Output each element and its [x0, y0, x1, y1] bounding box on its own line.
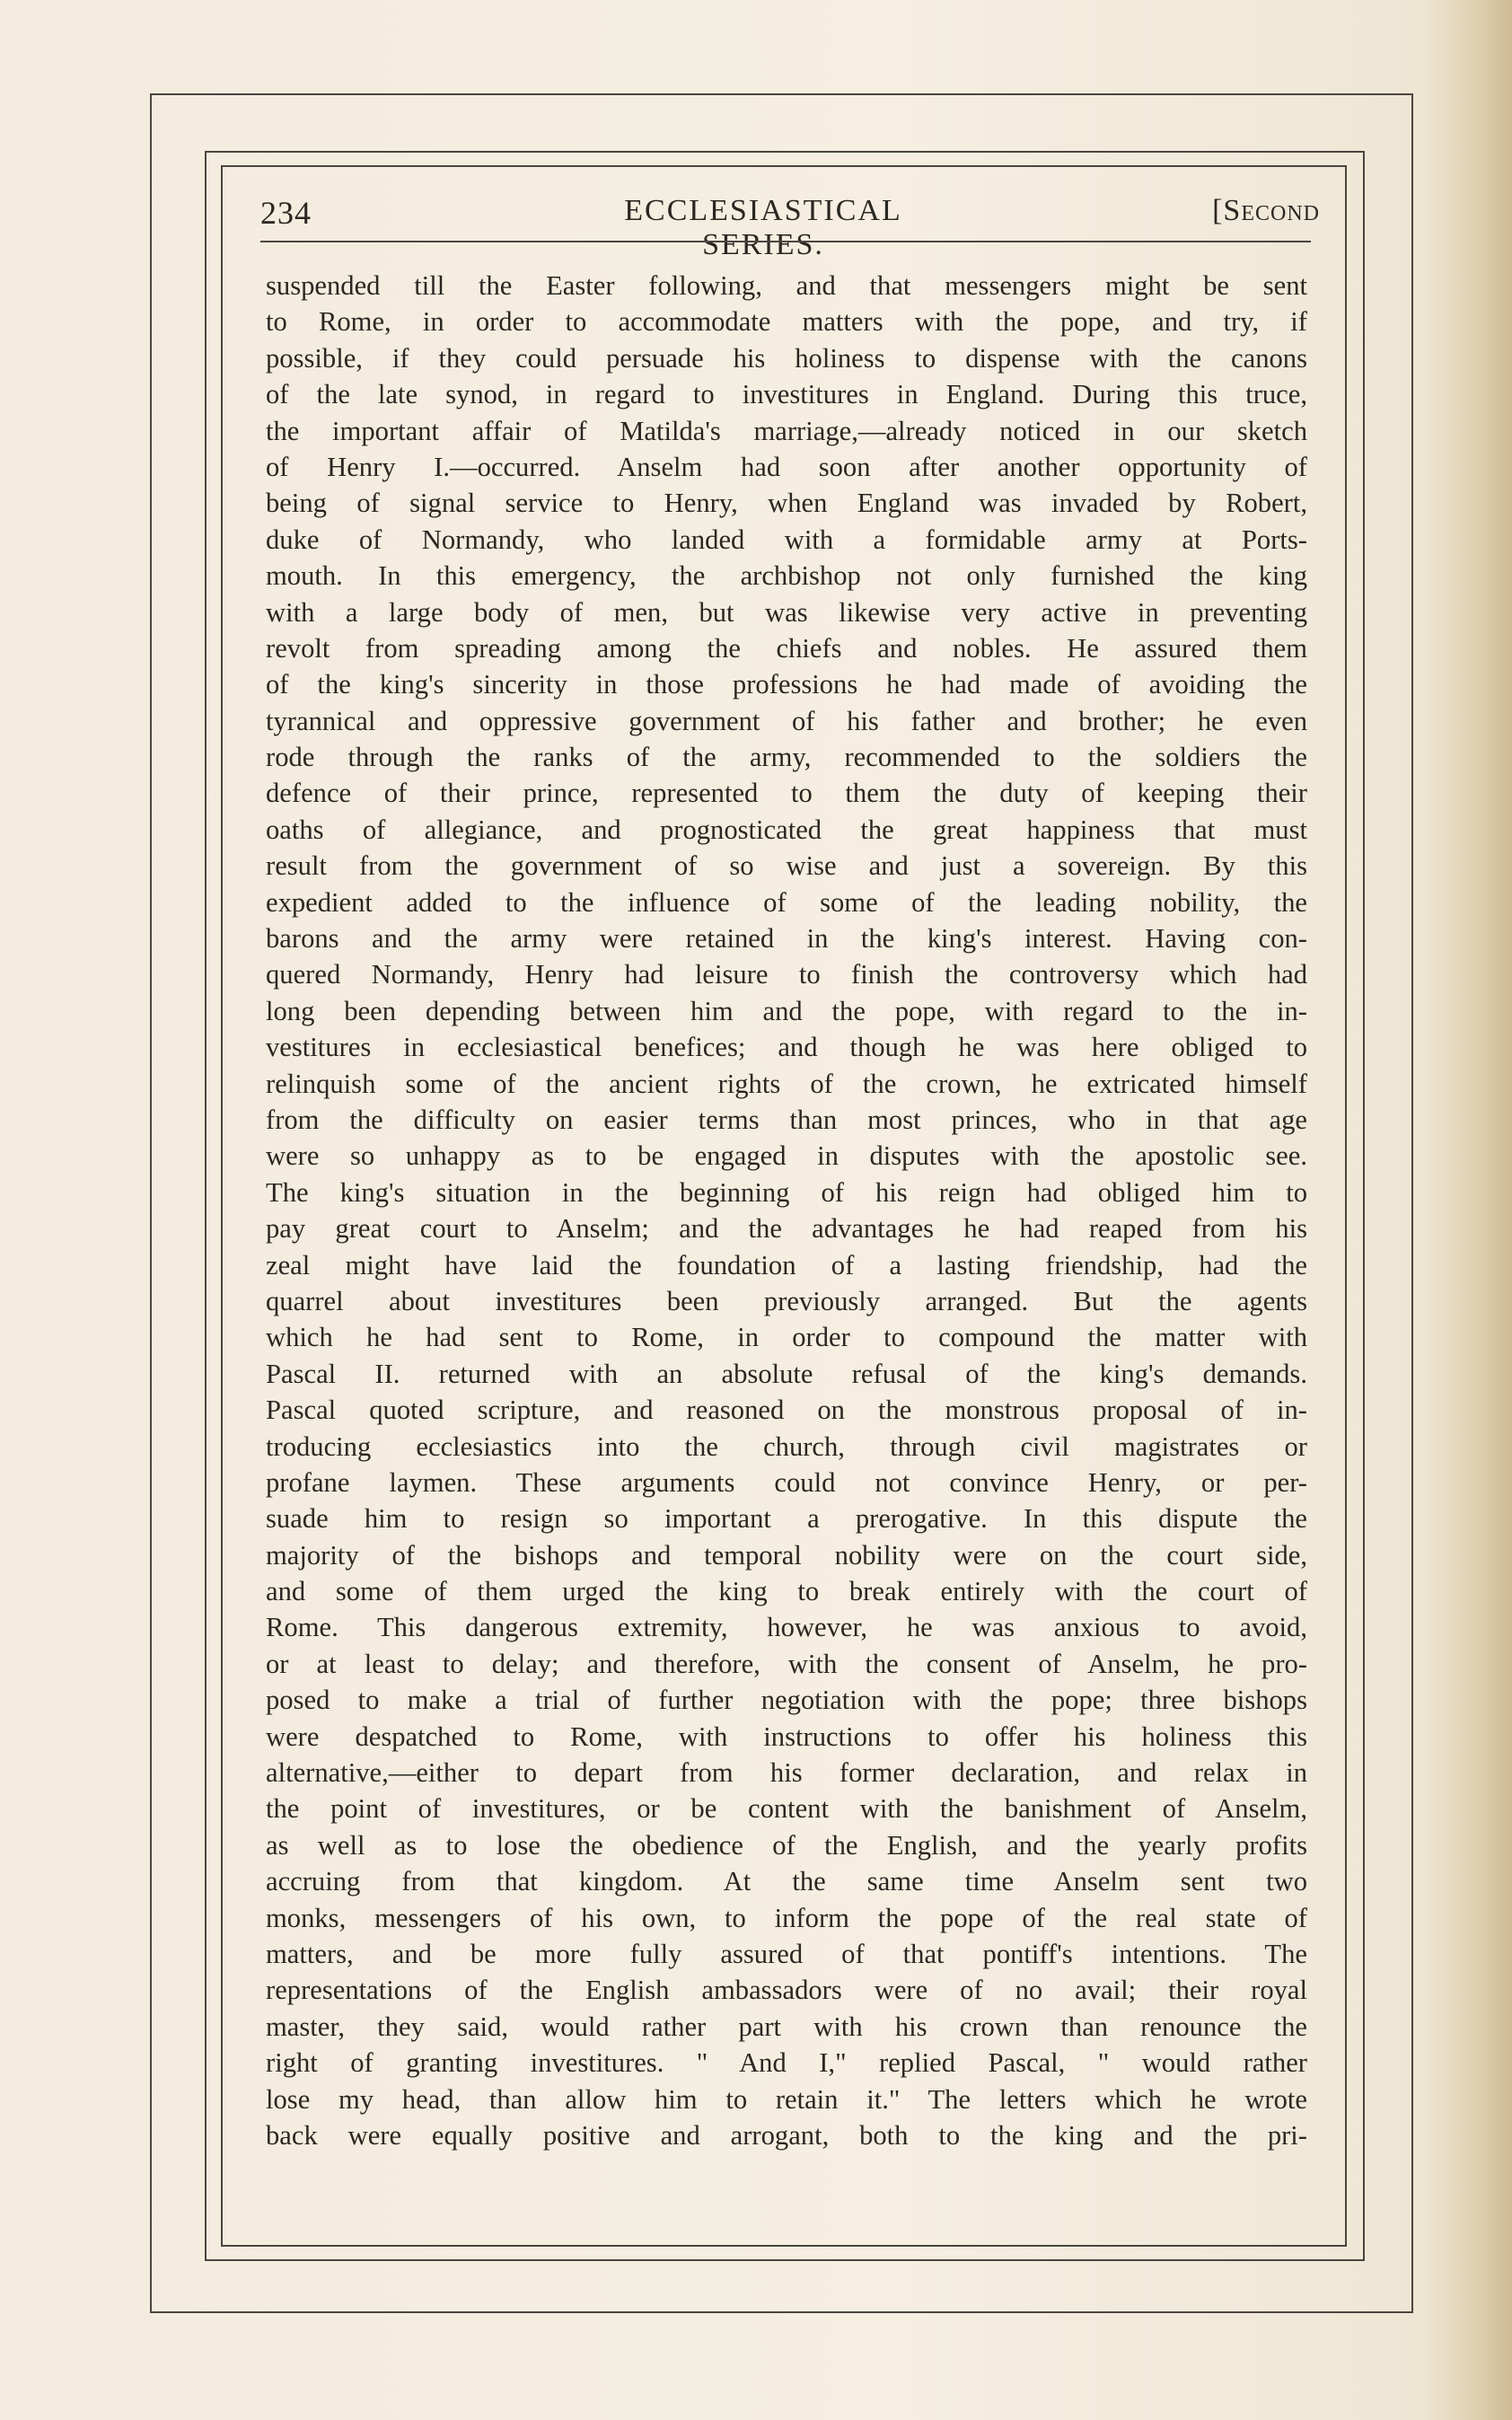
text-line: as well as to lose the obedience of the English, and the yearly profits	[266, 1829, 1307, 1861]
text-line: representations of the English ambassadors were of no avail; their royal	[266, 1975, 1307, 2006]
text-line: suade him to resign so important a prerogative. In this dispute the	[266, 1503, 1307, 1535]
text-line: were despatched to Rome, with instructions to offer his holiness this	[266, 1720, 1307, 1752]
text-line: tyrannical and oppressive government of his father and brother; he even	[266, 705, 1307, 736]
text-line: with a large body of men, but was likewise very active in preventing	[266, 596, 1307, 628]
text-line: accruing from that kingdom. At the same time Anselm sent two	[266, 1866, 1307, 1897]
text-line: Rome. This dangerous extremity, however, he was anxious to avoid,	[266, 1612, 1307, 1643]
text-line: or at least to delay; and therefore, with the consent of Anselm, he pro-	[266, 1648, 1307, 1679]
text-line: long been depending between him and the pope, with regard to the in-	[266, 995, 1307, 1026]
text-line: defence of their prince, represented to them the duty of keeping their	[266, 778, 1307, 809]
section-mark: [Second	[1212, 194, 1320, 227]
text-line: relinquish some of the ancient rights of the crown, he extricated himself	[266, 1068, 1307, 1099]
header-rule	[260, 241, 1311, 242]
text-line: revolt from spreading among the chiefs and nobles. He assured them	[266, 632, 1307, 664]
text-line: from the difficulty on easier terms than most princes, who in that age	[266, 1104, 1307, 1135]
text-line: The king's situation in the beginning of his reign had obliged him to	[266, 1176, 1307, 1208]
text-line: the point of investitures, or be content with the banishment of Anselm,	[266, 1793, 1307, 1825]
text-line: of Henry I.—occurred. Anselm had soon after another opportunity of	[266, 451, 1307, 482]
text-line: Pascal II. returned with an absolute refusal of the king's demands.	[266, 1358, 1307, 1389]
text-line: mouth. In this emergency, the archbishop not only furnished the king	[266, 560, 1307, 592]
text-line: of the king's sincerity in those professions he had made of avoiding the	[266, 669, 1307, 700]
text-line: alternative,—either to depart from his former declaration, and relax in	[266, 1757, 1307, 1789]
text-line: and some of them urged the king to break entirely with the court of	[266, 1576, 1307, 1607]
text-line: were so unhappy as to be engaged in disputes with the apostolic see.	[266, 1140, 1307, 1172]
text-line: suspended till the Easter following, and that messengers might be sent	[266, 270, 1307, 301]
text-line: zeal might have laid the foundation of a lasting friendship, had the	[266, 1249, 1307, 1280]
page-header	[260, 190, 1320, 261]
text-line: expedient added to the influence of some of the leading nobility, the	[266, 886, 1307, 918]
text-line: result from the government of so wise and just a sovereign. By this	[266, 850, 1307, 882]
text-line: being of signal service to Henry, when England was invaded by Robert,	[266, 488, 1307, 519]
text-line: pay great court to Anselm; and the advantages he had reaped from his	[266, 1213, 1307, 1245]
text-line: Pascal quoted scripture, and reasoned on the monstrous proposal of in-	[266, 1395, 1307, 1426]
text-line: lose my head, than allow him to retain it." The letters which he wrote	[266, 2083, 1307, 2115]
text-line: troducing ecclesiastics into the church, through civil magistrates or	[266, 1430, 1307, 1462]
running-title: ECCLESIASTICAL SERIES.	[624, 194, 902, 261]
body-text	[266, 268, 1307, 2153]
text-line: master, they said, would rather part with his crown than renounce the	[266, 2011, 1307, 2042]
text-line: right of granting investitures. " And I," replied Pascal, " would rather	[266, 2047, 1307, 2079]
text-line: the important affair of Matilda's marriage,—already noticed in our sketch	[266, 415, 1307, 446]
text-line: profane laymen. These arguments could not convince Henry, or per-	[266, 1466, 1307, 1498]
text-line: rode through the ranks of the army, recommended to the soldiers the	[266, 742, 1307, 773]
text-line: barons and the army were retained in the king's interest. Having con-	[266, 923, 1307, 955]
text-line: vestitures in ecclesiastical benefices; and though he was here obliged to	[266, 1032, 1307, 1063]
text-line: back were equally positive and arrogant, both to the king and the pri-	[266, 2119, 1307, 2151]
binding-shadow	[1428, 0, 1512, 2420]
text-line: duke of Normandy, who landed with a formidable army at Ports-	[266, 524, 1307, 555]
text-line: of the late synod, in regard to investitures in England. During this truce,	[266, 379, 1307, 410]
text-line: which he had sent to Rome, in order to compound the matter with	[266, 1322, 1307, 1353]
text-line: matters, and be more fully assured of that pontiff's intentions. The	[266, 1938, 1307, 1969]
page-number: 234	[260, 195, 312, 231]
text-line: possible, if they could persuade his holiness to dispense with the canons	[266, 342, 1307, 374]
text-line: quarrel about investitures been previously arranged. But the agents	[266, 1285, 1307, 1316]
text-line: majority of the bishops and temporal nobility were on the court side,	[266, 1539, 1307, 1571]
text-line: to Rome, in order to accommodate matters with the pope, and try, if	[266, 306, 1307, 338]
text-line: monks, messengers of his own, to inform the pope of the real state of	[266, 1902, 1307, 1933]
text-line: oaths of allegiance, and prognosticated the great happiness that must	[266, 814, 1307, 845]
text-line: quered Normandy, Henry had leisure to finish the controversy which had	[266, 959, 1307, 990]
text-line: posed to make a trial of further negotiation with the pope; three bishops	[266, 1685, 1307, 1716]
